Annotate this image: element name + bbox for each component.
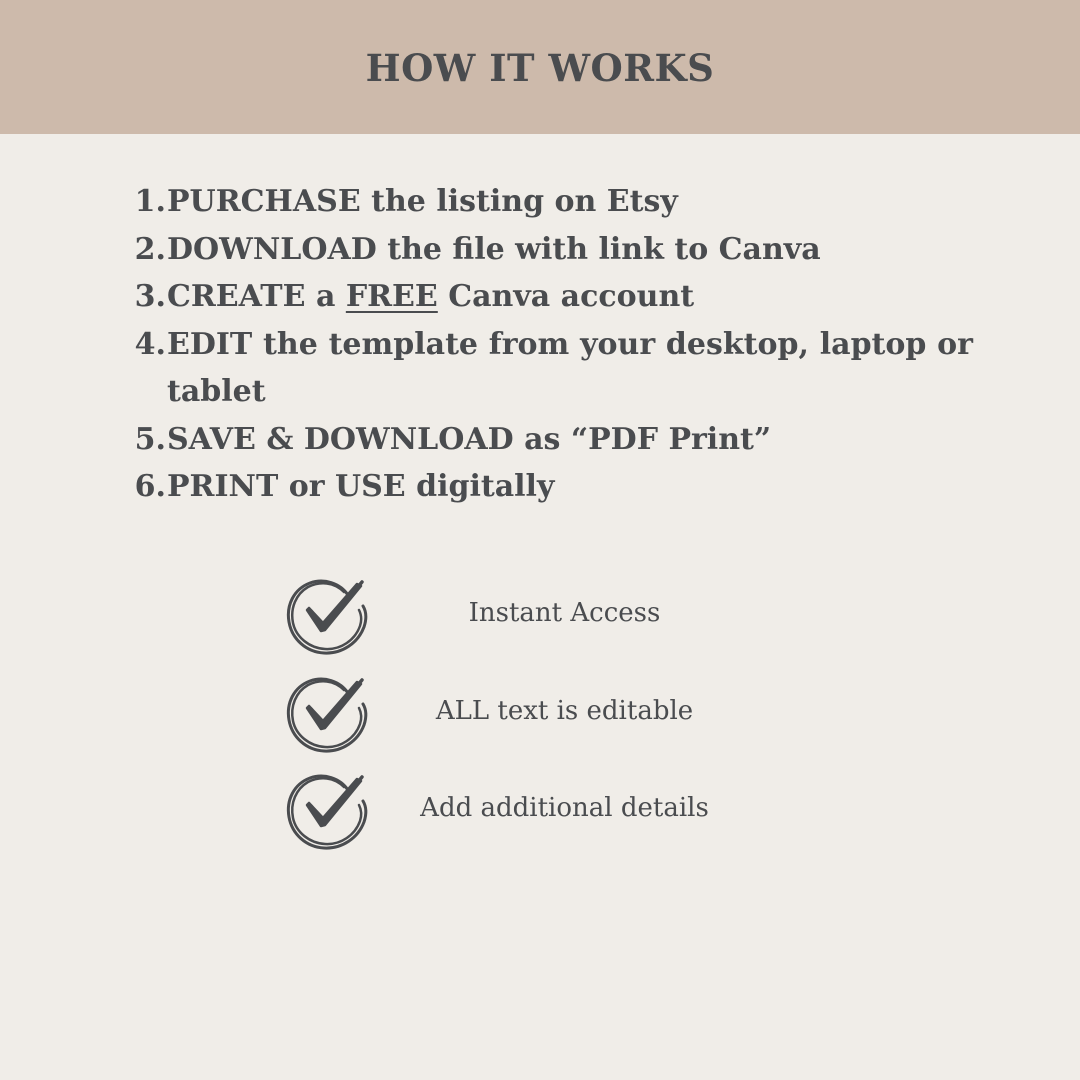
feature-label: ALL text is editable <box>435 695 694 726</box>
step-text: SAVE & DOWNLOAD as “PDF Print” <box>167 421 772 457</box>
step-text: DOWNLOAD the file with link to Canva <box>167 231 821 267</box>
steps-list <box>133 178 973 511</box>
feature-item <box>282 671 802 769</box>
check-circle-icon <box>282 768 374 854</box>
step-number: 2. <box>134 231 166 267</box>
free-emphasis: FREE <box>345 279 438 314</box>
step-item <box>133 321 973 416</box>
step-text: PURCHASE the listing on Etsy <box>167 184 678 219</box>
step-number: 1. <box>134 184 166 219</box>
feature-item <box>282 573 802 671</box>
features-list <box>282 573 802 866</box>
step-item <box>133 178 973 226</box>
step-item <box>133 273 973 321</box>
feature-item <box>282 768 802 866</box>
step-item <box>133 463 973 511</box>
step-number: 4. <box>134 326 166 362</box>
check-circle-icon <box>282 671 374 757</box>
check-circle-icon <box>282 573 374 659</box>
feature-label: Add additional details <box>420 793 709 823</box>
step-item <box>133 416 973 464</box>
feature-label: Instant Access <box>468 598 661 628</box>
step-text: EDIT the template from your desktop, laptop or tablet <box>167 326 973 409</box>
step-item <box>133 226 973 274</box>
step-text: CREATE a FREE Canva account <box>167 279 695 314</box>
page-title: HOW IT WORKS <box>365 46 715 90</box>
step-number: 6. <box>134 469 166 504</box>
step-number: 5. <box>134 421 166 457</box>
header-banner <box>0 0 1080 134</box>
step-number: 3. <box>134 279 166 314</box>
step-text: PRINT or USE digitally <box>167 469 555 504</box>
